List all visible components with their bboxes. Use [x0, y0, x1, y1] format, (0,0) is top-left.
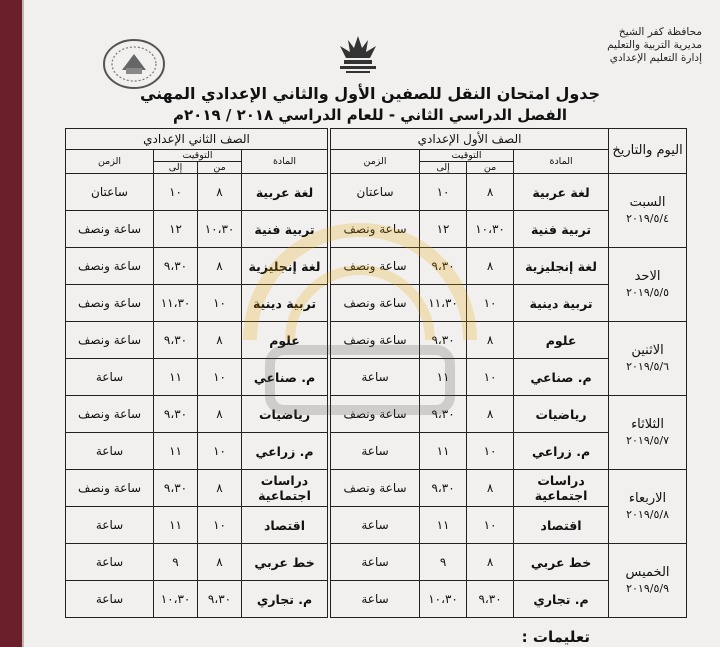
duration-cell: ساعتان: [331, 174, 420, 211]
to-cell: ١٠،٣٠: [420, 581, 467, 618]
duration-cell: ساعة: [331, 507, 420, 544]
to-cell: ١١،٣٠: [154, 285, 198, 322]
subject-cell: علوم: [242, 322, 328, 359]
from-cell: ١٠،٣٠: [198, 211, 242, 248]
subject-cell: رياضيات: [242, 396, 328, 433]
duration-cell: ساعة ونصف: [66, 285, 154, 322]
subject-cell: تربية فنية: [514, 211, 609, 248]
duration-cell: ساعة: [66, 507, 154, 544]
document-title: جدول امتحان النقل للصفين الأول والثاني الإعدادي المهني: [139, 84, 601, 103]
table-row: [66, 285, 328, 322]
to-cell: ٩،٣٠: [154, 470, 198, 507]
day-date: ٢٠١٩/٥/٥: [626, 285, 669, 299]
from-cell: ٨: [198, 248, 242, 285]
duration-cell: ساعة ونصف: [66, 396, 154, 433]
to-cell: ١٢: [154, 211, 198, 248]
governorate-line: محافظة كفر الشيخ: [618, 26, 702, 38]
from-cell: ٨: [467, 396, 514, 433]
to-cell: ٩،٣٠: [154, 396, 198, 433]
subject-cell: لغة عربية: [514, 174, 609, 211]
to-cell: ١١: [154, 359, 198, 396]
from-cell: ٨: [467, 248, 514, 285]
subject-header: المادة: [514, 150, 609, 174]
table-row: [66, 396, 328, 433]
to-cell: ٩: [420, 544, 467, 581]
to-cell: ١١: [420, 359, 467, 396]
from-cell: ٩،٣٠: [467, 581, 514, 618]
to-cell: ١٠: [420, 174, 467, 211]
to-cell: ٩،٣٠: [420, 396, 467, 433]
day-date: ٢٠١٩/٥/٦: [626, 359, 669, 373]
from-header: من: [198, 162, 242, 174]
duration-cell: ساعة ونصف: [66, 322, 154, 359]
table-row: [331, 248, 687, 285]
to-cell: ١١: [420, 433, 467, 470]
duration-cell: ساعة ونصف: [331, 396, 420, 433]
table-row: [331, 544, 687, 581]
day-name: الثلاثاء: [631, 416, 665, 432]
from-cell: ١٠: [198, 433, 242, 470]
from-cell: ٨: [198, 322, 242, 359]
from-cell: ٨: [467, 174, 514, 211]
duration-cell: ساعة ونصف: [331, 322, 420, 359]
duration-header: الزمن: [66, 150, 154, 174]
from-cell: ٨: [467, 544, 514, 581]
from-header: من: [467, 162, 514, 174]
from-cell: ١٠: [467, 285, 514, 322]
to-cell: ٩،٣٠: [154, 248, 198, 285]
from-cell: ١٠: [198, 359, 242, 396]
to-cell: ١٠: [154, 174, 198, 211]
table-row: [331, 396, 687, 433]
day-date: ٢٠١٩/٥/٧: [626, 433, 669, 447]
table-row: [66, 544, 328, 581]
day-date-cell: [609, 544, 687, 618]
table-row: [66, 507, 328, 544]
day-date: ٢٠١٩/٥/٤: [626, 211, 669, 225]
to-cell: ١٢: [420, 211, 467, 248]
table-row: [331, 322, 687, 359]
subject-cell: اقتصاد: [514, 507, 609, 544]
duration-cell: ساعة: [66, 544, 154, 581]
duration-cell: ساعة: [331, 544, 420, 581]
duration-cell: ساعة ونصف: [331, 211, 420, 248]
day-name: الاحد: [634, 268, 661, 284]
to-cell: ١١: [154, 433, 198, 470]
subject-cell: م. زراعي: [514, 433, 609, 470]
first-grade-header: الصف الأول الإعدادي: [331, 129, 609, 150]
subject-cell: دراسات اجتماعية: [514, 470, 609, 507]
subject-cell: م. صناعي: [514, 359, 609, 396]
document-subtitle: الفصل الدراسي الثاني - للعام الدراسي ٢٠١٨ / ٢٠١٩م: [173, 106, 567, 124]
notes-label: تعليمات :: [521, 628, 590, 646]
day-date-cell: [609, 396, 687, 470]
table-row: [66, 359, 328, 396]
subject-cell: لغة إنجليزية: [514, 248, 609, 285]
subject-cell: م. صناعي: [242, 359, 328, 396]
to-cell: ١٠،٣٠: [154, 581, 198, 618]
to-cell: ٩،٣٠: [154, 322, 198, 359]
duration-cell: ساعة ونصف: [331, 285, 420, 322]
duration-cell: ساعة: [331, 581, 420, 618]
to-cell: ١١: [154, 507, 198, 544]
duration-cell: ساعة ونصف: [331, 248, 420, 285]
subject-cell: دراسات اجتماعية: [242, 470, 328, 507]
to-header: إلى: [154, 162, 198, 174]
day-name: الاربعاء: [628, 490, 667, 506]
from-cell: ٨: [198, 470, 242, 507]
table-row: [66, 433, 328, 470]
to-cell: ١١: [420, 507, 467, 544]
issuing-authority: [492, 26, 702, 65]
table-row: [66, 322, 328, 359]
day-date-cell: [609, 470, 687, 544]
first-grade-schedule-table: [330, 128, 687, 618]
duration-cell: ساعة ونصف: [66, 470, 154, 507]
table-row: [331, 174, 687, 211]
day-date-cell: [609, 322, 687, 396]
duration-cell: ساعة ونصف: [66, 211, 154, 248]
administration-line: إدارة التعليم الإعدادي: [609, 52, 702, 64]
timing-header: التوقيت: [420, 150, 514, 162]
day-name: الخميس: [625, 564, 670, 580]
duration-cell: ساعة ونصف: [66, 248, 154, 285]
subject-cell: علوم: [514, 322, 609, 359]
from-cell: ١٠: [198, 507, 242, 544]
from-cell: ٨: [198, 544, 242, 581]
to-cell: ١١،٣٠: [420, 285, 467, 322]
table-row: [66, 248, 328, 285]
duration-cell: ساعة ونصف: [331, 470, 420, 507]
to-cell: ٩،٣٠: [420, 470, 467, 507]
subject-cell: م. تجاري: [514, 581, 609, 618]
subject-cell: م. تجاري: [242, 581, 328, 618]
from-cell: ١٠: [467, 433, 514, 470]
subject-cell: تربية فنية: [242, 211, 328, 248]
eagle-emblem-icon: [330, 30, 386, 80]
from-cell: ٨: [467, 470, 514, 507]
subject-cell: لغة عربية: [242, 174, 328, 211]
from-cell: ٨: [198, 396, 242, 433]
table-row: [66, 211, 328, 248]
subject-cell: رياضيات: [514, 396, 609, 433]
from-cell: ١٠،٣٠: [467, 211, 514, 248]
duration-cell: ساعة: [331, 433, 420, 470]
second-grade-schedule-table: [65, 128, 328, 618]
day-date: ٢٠١٩/٥/٩: [626, 581, 669, 595]
duration-header: الزمن: [331, 150, 420, 174]
from-cell: ٨: [467, 322, 514, 359]
second-grade-header: الصف الثاني الإعدادي: [66, 129, 328, 150]
subject-cell: خط عربي: [514, 544, 609, 581]
to-cell: ٩: [154, 544, 198, 581]
timing-header: التوقيت: [154, 150, 242, 162]
subject-cell: م. زراعي: [242, 433, 328, 470]
directorate-line: مديرية التربية والتعليم: [607, 39, 702, 51]
table-row: [331, 470, 687, 507]
day-name: الاثنين: [631, 342, 664, 358]
from-cell: ٩،٣٠: [198, 581, 242, 618]
day-date-cell: [609, 174, 687, 248]
duration-cell: ساعة: [66, 581, 154, 618]
from-cell: ١٠: [467, 507, 514, 544]
from-cell: ١٠: [198, 285, 242, 322]
from-cell: ٨: [198, 174, 242, 211]
subject-cell: خط عربي: [242, 544, 328, 581]
day-date-cell: [609, 248, 687, 322]
subject-cell: اقتصاد: [242, 507, 328, 544]
to-cell: ٩،٣٠: [420, 322, 467, 359]
day-date-header: اليوم والتاريخ: [609, 129, 687, 174]
duration-cell: ساعتان: [66, 174, 154, 211]
to-header: إلى: [420, 162, 467, 174]
table-row: [66, 581, 328, 618]
subject-cell: تربية دينية: [514, 285, 609, 322]
subject-header: المادة: [242, 150, 328, 174]
duration-cell: ساعة: [66, 433, 154, 470]
subject-cell: لغة إنجليزية: [242, 248, 328, 285]
table-row: [66, 174, 328, 211]
table-row: [66, 470, 328, 507]
duration-cell: ساعة: [66, 359, 154, 396]
to-cell: ٩،٣٠: [420, 248, 467, 285]
subject-cell: تربية دينية: [242, 285, 328, 322]
duration-cell: ساعة: [331, 359, 420, 396]
day-date: ٢٠١٩/٥/٨: [626, 507, 669, 521]
day-name: السبت: [629, 194, 666, 210]
from-cell: ١٠: [467, 359, 514, 396]
